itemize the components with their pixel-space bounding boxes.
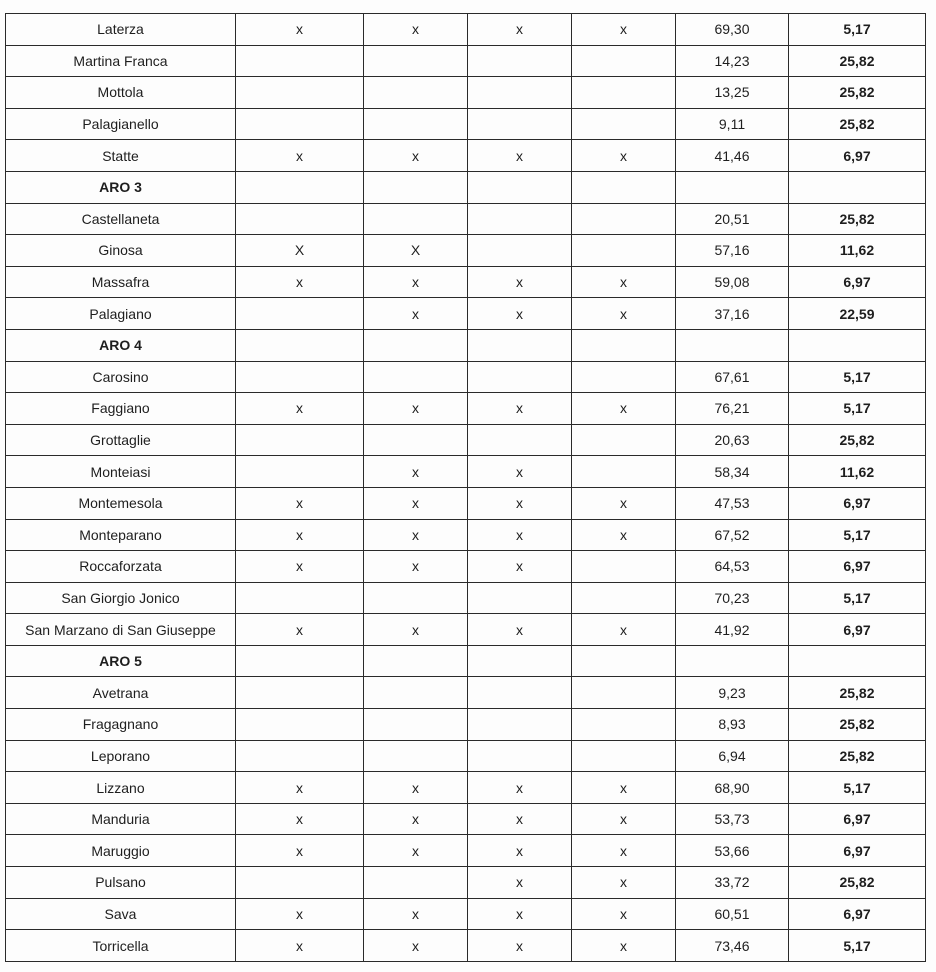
check-cell-3: x — [468, 519, 572, 551]
value-cell: 53,73 — [676, 803, 789, 835]
rate-cell: 25,82 — [789, 867, 926, 899]
check-cell-2: X — [364, 235, 468, 267]
value-cell: 69,30 — [676, 14, 789, 46]
check-cell-3: x — [468, 898, 572, 930]
table-row — [6, 803, 926, 835]
check-cell-1: x — [236, 551, 364, 583]
table-row — [6, 424, 926, 456]
municipality-name-cell: Laterza — [6, 14, 236, 46]
value-cell — [676, 645, 789, 677]
check-cell-1: x — [236, 803, 364, 835]
municipality-name-cell: Monteiasi — [6, 456, 236, 488]
municipality-name-cell: ARO 3 — [6, 171, 236, 203]
check-cell-4: x — [572, 266, 676, 298]
check-cell-1 — [236, 677, 364, 709]
municipality-name-cell: Monteparano — [6, 519, 236, 551]
check-cell-1 — [236, 108, 364, 140]
table-row — [6, 582, 926, 614]
check-cell-2 — [364, 867, 468, 899]
check-cell-1: x — [236, 140, 364, 172]
rate-cell: 6,97 — [789, 140, 926, 172]
check-cell-4 — [572, 582, 676, 614]
check-cell-3: x — [468, 930, 572, 962]
check-cell-4: x — [572, 930, 676, 962]
value-cell — [676, 171, 789, 203]
value-cell: 14,23 — [676, 45, 789, 77]
check-cell-1 — [236, 867, 364, 899]
value-cell: 9,11 — [676, 108, 789, 140]
rate-cell: 11,62 — [789, 456, 926, 488]
value-cell: 53,66 — [676, 835, 789, 867]
check-cell-2 — [364, 171, 468, 203]
check-cell-4 — [572, 235, 676, 267]
value-cell: 68,90 — [676, 772, 789, 804]
value-cell: 9,23 — [676, 677, 789, 709]
check-cell-2 — [364, 582, 468, 614]
table-row — [6, 235, 926, 267]
table-row — [6, 298, 926, 330]
value-cell: 8,93 — [676, 709, 789, 741]
check-cell-1 — [236, 298, 364, 330]
rate-cell: 25,82 — [789, 677, 926, 709]
check-cell-3 — [468, 329, 572, 361]
check-cell-4: x — [572, 140, 676, 172]
check-cell-2: x — [364, 519, 468, 551]
municipality-name-cell: Massafra — [6, 266, 236, 298]
municipality-name-cell: Leporano — [6, 740, 236, 772]
table-row — [6, 456, 926, 488]
municipality-name-cell: Pulsano — [6, 867, 236, 899]
municipality-table — [5, 13, 926, 962]
municipality-name-cell: San Giorgio Jonico — [6, 582, 236, 614]
check-cell-4 — [572, 329, 676, 361]
check-cell-4 — [572, 677, 676, 709]
value-cell: 70,23 — [676, 582, 789, 614]
check-cell-1 — [236, 740, 364, 772]
municipality-name-cell: Carosino — [6, 361, 236, 393]
table-row — [6, 677, 926, 709]
rate-cell — [789, 645, 926, 677]
rate-cell — [789, 171, 926, 203]
rate-cell: 25,82 — [789, 740, 926, 772]
check-cell-4 — [572, 361, 676, 393]
check-cell-2: x — [364, 393, 468, 425]
value-cell: 37,16 — [676, 298, 789, 330]
check-cell-2: x — [364, 266, 468, 298]
check-cell-2 — [364, 709, 468, 741]
section-header-row — [6, 645, 926, 677]
check-cell-1: x — [236, 930, 364, 962]
check-cell-4 — [572, 645, 676, 677]
value-cell: 57,16 — [676, 235, 789, 267]
rate-cell: 22,59 — [789, 298, 926, 330]
table-row — [6, 835, 926, 867]
table-row — [6, 140, 926, 172]
check-cell-2: x — [364, 803, 468, 835]
check-cell-3: x — [468, 551, 572, 583]
table-row — [6, 45, 926, 77]
rate-cell: 5,17 — [789, 393, 926, 425]
section-header-row — [6, 171, 926, 203]
check-cell-1 — [236, 645, 364, 677]
municipality-name-cell: Roccaforzata — [6, 551, 236, 583]
municipality-name-cell: Palagiano — [6, 298, 236, 330]
check-cell-3 — [468, 203, 572, 235]
table-row — [6, 266, 926, 298]
rate-cell: 5,17 — [789, 582, 926, 614]
table-row — [6, 709, 926, 741]
rate-cell: 5,17 — [789, 519, 926, 551]
check-cell-1 — [236, 77, 364, 109]
rate-cell: 25,82 — [789, 77, 926, 109]
municipality-name-cell: Grottaglie — [6, 424, 236, 456]
check-cell-4 — [572, 740, 676, 772]
value-cell: 13,25 — [676, 77, 789, 109]
value-cell — [676, 329, 789, 361]
value-cell: 41,92 — [676, 614, 789, 646]
table-row — [6, 551, 926, 583]
check-cell-1: x — [236, 393, 364, 425]
check-cell-3 — [468, 361, 572, 393]
rate-cell: 5,17 — [789, 930, 926, 962]
check-cell-1: X — [236, 235, 364, 267]
check-cell-1 — [236, 361, 364, 393]
check-cell-3: x — [468, 835, 572, 867]
check-cell-3: x — [468, 298, 572, 330]
table-row — [6, 740, 926, 772]
check-cell-2: x — [364, 772, 468, 804]
check-cell-4: x — [572, 772, 676, 804]
rate-cell: 6,97 — [789, 803, 926, 835]
check-cell-4 — [572, 171, 676, 203]
municipality-name-cell: Montemesola — [6, 487, 236, 519]
table-row — [6, 772, 926, 804]
value-cell: 73,46 — [676, 930, 789, 962]
table-row — [6, 203, 926, 235]
check-cell-3: x — [468, 803, 572, 835]
section-header-row — [6, 329, 926, 361]
check-cell-3 — [468, 740, 572, 772]
check-cell-4: x — [572, 867, 676, 899]
check-cell-1: x — [236, 487, 364, 519]
rate-cell: 25,82 — [789, 424, 926, 456]
municipality-name-cell: ARO 4 — [6, 329, 236, 361]
check-cell-3: x — [468, 456, 572, 488]
check-cell-1 — [236, 45, 364, 77]
check-cell-2 — [364, 645, 468, 677]
check-cell-2 — [364, 45, 468, 77]
check-cell-4: x — [572, 803, 676, 835]
municipality-name-cell: ARO 5 — [6, 645, 236, 677]
check-cell-2: x — [364, 614, 468, 646]
check-cell-1 — [236, 582, 364, 614]
check-cell-1: x — [236, 898, 364, 930]
check-cell-3 — [468, 582, 572, 614]
municipality-name-cell: Avetrana — [6, 677, 236, 709]
rate-cell: 6,97 — [789, 835, 926, 867]
rate-cell: 6,97 — [789, 266, 926, 298]
check-cell-3: x — [468, 772, 572, 804]
rate-cell: 6,97 — [789, 898, 926, 930]
municipality-name-cell: Maruggio — [6, 835, 236, 867]
table-row — [6, 867, 926, 899]
rate-cell — [789, 329, 926, 361]
check-cell-4 — [572, 108, 676, 140]
check-cell-4: x — [572, 614, 676, 646]
check-cell-1 — [236, 203, 364, 235]
check-cell-2 — [364, 677, 468, 709]
municipality-name-cell: Palagianello — [6, 108, 236, 140]
rate-cell: 25,82 — [789, 108, 926, 140]
check-cell-2 — [364, 108, 468, 140]
value-cell: 58,34 — [676, 456, 789, 488]
check-cell-2 — [364, 740, 468, 772]
rate-cell: 25,82 — [789, 45, 926, 77]
table-row — [6, 930, 926, 962]
check-cell-1 — [236, 171, 364, 203]
value-cell: 67,61 — [676, 361, 789, 393]
rate-cell: 6,97 — [789, 614, 926, 646]
rate-cell: 25,82 — [789, 203, 926, 235]
check-cell-3: x — [468, 867, 572, 899]
check-cell-4 — [572, 424, 676, 456]
check-cell-2: x — [364, 487, 468, 519]
check-cell-3 — [468, 645, 572, 677]
check-cell-1 — [236, 456, 364, 488]
check-cell-1 — [236, 329, 364, 361]
table-row — [6, 77, 926, 109]
value-cell: 20,51 — [676, 203, 789, 235]
check-cell-2 — [364, 203, 468, 235]
municipality-name-cell: Fragagnano — [6, 709, 236, 741]
value-cell: 59,08 — [676, 266, 789, 298]
check-cell-3: x — [468, 393, 572, 425]
table-row — [6, 614, 926, 646]
municipality-name-cell: Torricella — [6, 930, 236, 962]
check-cell-2: x — [364, 551, 468, 583]
check-cell-3: x — [468, 487, 572, 519]
value-cell: 76,21 — [676, 393, 789, 425]
rate-cell: 11,62 — [789, 235, 926, 267]
check-cell-4 — [572, 456, 676, 488]
check-cell-3: x — [468, 266, 572, 298]
municipality-name-cell: Martina Franca — [6, 45, 236, 77]
value-cell: 33,72 — [676, 867, 789, 899]
check-cell-1: x — [236, 614, 364, 646]
check-cell-2: x — [364, 298, 468, 330]
check-cell-4 — [572, 551, 676, 583]
table-row — [6, 519, 926, 551]
municipality-name-cell: San Marzano di San Giuseppe — [6, 614, 236, 646]
rate-cell: 5,17 — [789, 14, 926, 46]
check-cell-2: x — [364, 930, 468, 962]
municipality-name-cell: Faggiano — [6, 393, 236, 425]
check-cell-1: x — [236, 519, 364, 551]
check-cell-1: x — [236, 772, 364, 804]
value-cell: 60,51 — [676, 898, 789, 930]
check-cell-1 — [236, 424, 364, 456]
table-row — [6, 487, 926, 519]
check-cell-1 — [236, 709, 364, 741]
value-cell: 47,53 — [676, 487, 789, 519]
check-cell-1: x — [236, 14, 364, 46]
municipality-name-cell: Statte — [6, 140, 236, 172]
check-cell-3: x — [468, 14, 572, 46]
municipality-name-cell: Mottola — [6, 77, 236, 109]
check-cell-4: x — [572, 487, 676, 519]
rate-cell: 5,17 — [789, 772, 926, 804]
check-cell-2 — [364, 424, 468, 456]
table-row — [6, 14, 926, 46]
check-cell-3 — [468, 235, 572, 267]
check-cell-4: x — [572, 393, 676, 425]
check-cell-3 — [468, 171, 572, 203]
check-cell-3 — [468, 424, 572, 456]
table-row — [6, 108, 926, 140]
table-row — [6, 361, 926, 393]
check-cell-2: x — [364, 14, 468, 46]
rate-cell: 25,82 — [789, 709, 926, 741]
check-cell-2 — [364, 77, 468, 109]
check-cell-2 — [364, 361, 468, 393]
check-cell-3 — [468, 108, 572, 140]
check-cell-4: x — [572, 298, 676, 330]
check-cell-1: x — [236, 835, 364, 867]
check-cell-4 — [572, 203, 676, 235]
municipality-name-cell: Manduria — [6, 803, 236, 835]
check-cell-1: x — [236, 266, 364, 298]
check-cell-4 — [572, 709, 676, 741]
check-cell-2 — [364, 329, 468, 361]
check-cell-3: x — [468, 614, 572, 646]
check-cell-4 — [572, 45, 676, 77]
check-cell-3 — [468, 45, 572, 77]
check-cell-3 — [468, 77, 572, 109]
rate-cell: 6,97 — [789, 551, 926, 583]
check-cell-2: x — [364, 456, 468, 488]
table-row — [6, 898, 926, 930]
municipality-name-cell: Lizzano — [6, 772, 236, 804]
check-cell-3: x — [468, 140, 572, 172]
municipality-name-cell: Castellaneta — [6, 203, 236, 235]
check-cell-4: x — [572, 14, 676, 46]
value-cell: 20,63 — [676, 424, 789, 456]
check-cell-3 — [468, 709, 572, 741]
check-cell-4 — [572, 77, 676, 109]
table-body — [6, 14, 926, 962]
municipality-name-cell: Sava — [6, 898, 236, 930]
check-cell-3 — [468, 677, 572, 709]
check-cell-2: x — [364, 835, 468, 867]
rate-cell: 6,97 — [789, 487, 926, 519]
check-cell-4: x — [572, 835, 676, 867]
check-cell-2: x — [364, 140, 468, 172]
value-cell: 67,52 — [676, 519, 789, 551]
check-cell-2: x — [364, 898, 468, 930]
check-cell-4: x — [572, 898, 676, 930]
table-row — [6, 393, 926, 425]
rate-cell: 5,17 — [789, 361, 926, 393]
municipality-name-cell: Ginosa — [6, 235, 236, 267]
value-cell: 64,53 — [676, 551, 789, 583]
value-cell: 41,46 — [676, 140, 789, 172]
value-cell: 6,94 — [676, 740, 789, 772]
check-cell-4: x — [572, 519, 676, 551]
